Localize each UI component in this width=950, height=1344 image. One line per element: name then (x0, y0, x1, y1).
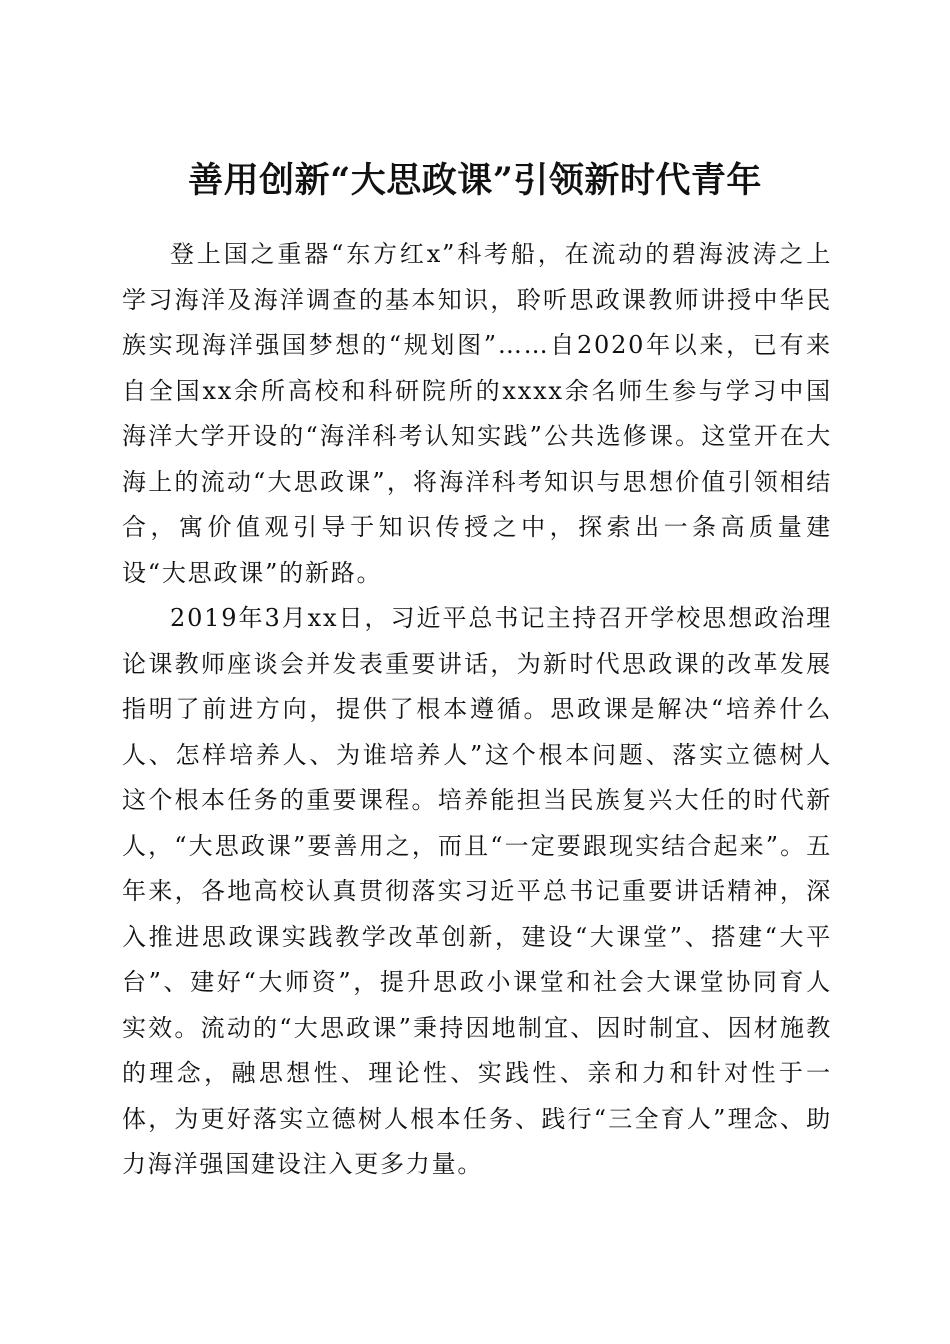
document-title: 善用创新“大思政课”引领新时代青年 (188, 160, 762, 202)
paragraph-1: 登上国之重器“东方红x”科考船，在流动的碧海波涛之上学习海洋及海洋调查的基本知识，聆听思政课教师讲授中华民族实现海洋强国梦想的“规划图”……自2020年以来，已有来自全国xx余所高校和科研院所的xxxx余名师生参与学习中国海洋大学开设的“海洋科考认知实践”公共选修课。这堂开在大海上的流动“大思政课”，将海洋科考知识与思想价值引领相结合，寓价值观引导于知识传授之中，探索出一条高质量建设“大思政课”的新路。 (122, 240, 832, 587)
paragraph-2: 2019年3月xx日，习近平总书记主持召开学校思想政治理论课教师座谈会并发表重要讲话，为新时代思政课的改革发展指明了前进方向，提供了根本遵循。思政课是解决“培养什么人、怎样培养人、为谁培养人”这个根本问题、落实立德树人这个根本任务的重要课程。培养能担当民族复兴大任的时代新人，“大思政课”要善用之，而且“一定要跟现实结合起来”。五年来，各地高校认真贯彻落实习近平总书记重要讲话精神，深入推进思政课实践教学改革创新，建设“大课堂”、搭建“大平台”、建好“大师资”，提升思政小课堂和社会大课堂协同育人实效。流动的“大思政课”秉持因地制宜、因时制宜、因材施教的理念，融思想性、理论性、实践性、亲和力和针对性于一体，为更好落实立德树人根本任务、践行“三全育人”理念、助力海洋强国建设注入更多力量。 (122, 604, 832, 1178)
document-body (122, 232, 832, 1188)
